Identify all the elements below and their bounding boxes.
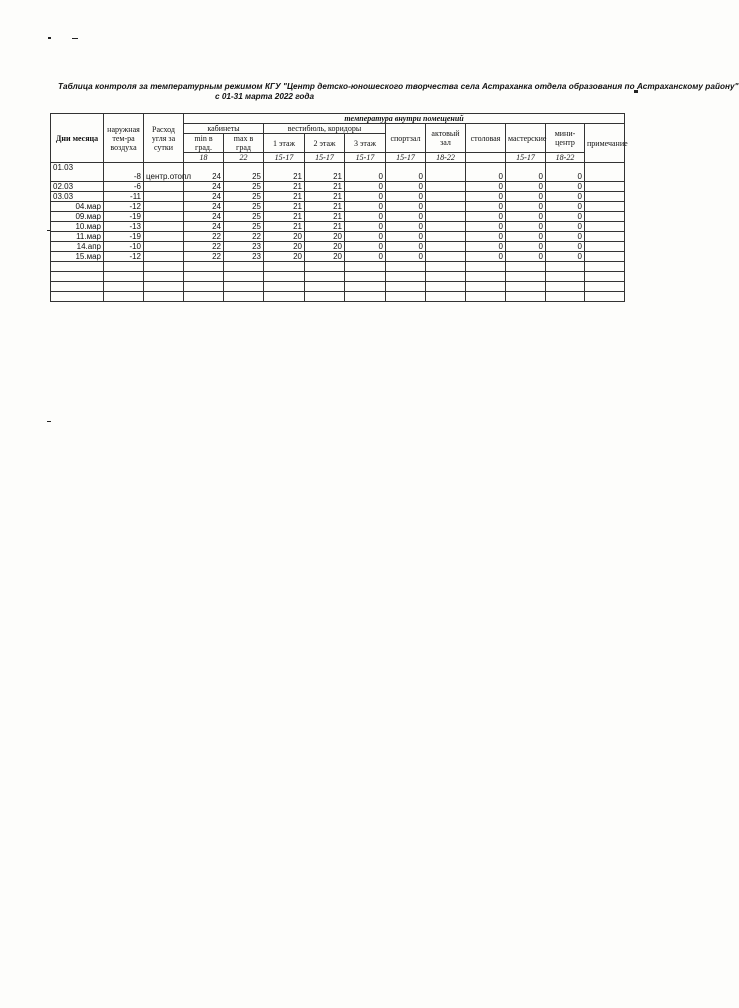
minicenter-cell: 0: [546, 212, 585, 222]
header-fuel: Расход угля за сутки: [144, 114, 184, 163]
cabinet-min-cell: 24: [184, 222, 224, 232]
floor3-cell: 0: [345, 222, 386, 232]
empty-cell: [506, 292, 546, 302]
hall-cell: [426, 163, 466, 182]
header-workshops: мастерские: [506, 124, 546, 153]
header-cabinets: кабинеты: [184, 124, 264, 134]
header-gym: спортзал: [386, 124, 426, 153]
norm-max: 22: [224, 153, 264, 163]
header-notes: примечание: [585, 124, 625, 163]
norm-floor1: 15-17: [264, 153, 305, 163]
note-cell: [585, 202, 625, 212]
empty-cell: [585, 292, 625, 302]
header-floor1: 1 этаж: [264, 134, 305, 153]
floor2-cell: 21: [305, 222, 345, 232]
minicenter-cell: 0: [546, 192, 585, 202]
floor1-cell: 21: [264, 202, 305, 212]
norm-workshops: 15-17: [506, 153, 546, 163]
empty-cell: [546, 282, 585, 292]
empty-cell: [506, 262, 546, 272]
header-minicenter: мини-центр: [546, 124, 585, 153]
empty-cell: [506, 272, 546, 282]
norm-gym: 15-17: [386, 153, 426, 163]
empty-cell: [144, 272, 184, 282]
cabinet-max-cell: 25: [224, 163, 264, 182]
fuel-cell: [144, 182, 184, 192]
header-floor2: 2 этаж: [305, 134, 345, 153]
table-row: [51, 242, 625, 252]
empty-cell: [184, 272, 224, 282]
cabinet-min-cell: 24: [184, 202, 224, 212]
hall-cell: [426, 212, 466, 222]
cabinet-min-cell: 24: [184, 182, 224, 192]
empty-cell: [426, 272, 466, 282]
canteen-cell: 0: [466, 222, 506, 232]
floor1-cell: 21: [264, 182, 305, 192]
workshops-cell: 0: [506, 252, 546, 262]
day-cell: 14.апр: [51, 242, 104, 252]
floor2-cell: 21: [305, 163, 345, 182]
header-hall: актовый зал: [426, 124, 466, 153]
day-cell: 01.03: [51, 163, 104, 182]
workshops-cell: 0: [506, 212, 546, 222]
header-vestibule: вестибюль, коридоры: [264, 124, 386, 134]
empty-cell: [466, 272, 506, 282]
temperature-control-table: [50, 113, 628, 302]
empty-cell: [224, 282, 264, 292]
empty-cell: [585, 262, 625, 272]
floor2-cell: 21: [305, 212, 345, 222]
cabinet-min-cell: 22: [184, 232, 224, 242]
canteen-cell: 0: [466, 192, 506, 202]
norm-min: 18: [184, 153, 224, 163]
workshops-cell: 0: [506, 222, 546, 232]
day-cell: 11.мар: [51, 232, 104, 242]
note-cell: [585, 212, 625, 222]
empty-cell: [264, 262, 305, 272]
empty-cell: [305, 262, 345, 272]
floor3-cell: 0: [345, 252, 386, 262]
empty-cell: [144, 282, 184, 292]
empty-cell: [345, 262, 386, 272]
empty-cell: [104, 292, 144, 302]
cabinet-max-cell: 23: [224, 252, 264, 262]
empty-cell: [345, 292, 386, 302]
note-cell: [585, 232, 625, 242]
outdoor-temp-cell: -12: [104, 252, 144, 262]
empty-cell: [104, 282, 144, 292]
empty-cell: [585, 282, 625, 292]
floor1-cell: 21: [264, 212, 305, 222]
header-canteen: столовая: [466, 124, 506, 153]
gym-cell: 0: [386, 163, 426, 182]
empty-cell: [506, 282, 546, 292]
table-row: [51, 252, 625, 262]
empty-table-row: [51, 282, 625, 292]
empty-cell: [104, 272, 144, 282]
canteen-cell: 0: [466, 202, 506, 212]
outdoor-temp-cell: -19: [104, 232, 144, 242]
cabinet-max-cell: 25: [224, 192, 264, 202]
outdoor-temp-cell: -6: [104, 182, 144, 192]
empty-cell: [305, 292, 345, 302]
fuel-cell: [144, 232, 184, 242]
empty-cell: [184, 292, 224, 302]
cabinet-max-cell: 25: [224, 182, 264, 192]
floor3-cell: 0: [345, 202, 386, 212]
day-cell: 15.мар: [51, 252, 104, 262]
table-row: [51, 222, 625, 232]
fuel-cell: [144, 202, 184, 212]
empty-cell: [305, 282, 345, 292]
empty-table-row: [51, 262, 625, 272]
empty-cell: [466, 262, 506, 272]
minicenter-cell: 0: [546, 182, 585, 192]
note-cell: [585, 242, 625, 252]
fuel-cell: центр.отопл: [144, 163, 184, 182]
norm-floor2: 15-17: [305, 153, 345, 163]
empty-cell: [386, 272, 426, 282]
note-cell: [585, 192, 625, 202]
scan-speck: [72, 38, 78, 39]
gym-cell: 0: [386, 212, 426, 222]
scan-speck: [47, 421, 51, 422]
fuel-cell: [144, 212, 184, 222]
cabinet-min-cell: 24: [184, 163, 224, 182]
cabinet-max-cell: 22: [224, 232, 264, 242]
workshops-cell: 0: [506, 192, 546, 202]
table-row: [51, 232, 625, 242]
empty-cell: [546, 292, 585, 302]
empty-cell: [51, 282, 104, 292]
empty-table-row: [51, 272, 625, 282]
floor1-cell: 21: [264, 163, 305, 182]
minicenter-cell: 0: [546, 232, 585, 242]
hall-cell: [426, 242, 466, 252]
minicenter-cell: 0: [546, 242, 585, 252]
floor2-cell: 20: [305, 232, 345, 242]
gym-cell: 0: [386, 202, 426, 212]
note-cell: [585, 182, 625, 192]
fuel-cell: [144, 222, 184, 232]
gym-cell: 0: [386, 222, 426, 232]
header-max: max в град: [224, 134, 264, 153]
floor3-cell: 0: [345, 242, 386, 252]
header-floor3: 3 этаж: [345, 134, 386, 153]
hall-cell: [426, 202, 466, 212]
norm-canteen: [466, 153, 506, 163]
cabinet-max-cell: 25: [224, 202, 264, 212]
workshops-cell: 0: [506, 242, 546, 252]
floor2-cell: 21: [305, 202, 345, 212]
empty-cell: [426, 282, 466, 292]
header-indoor-group: температура внутри помещений: [184, 114, 625, 124]
floor2-cell: 20: [305, 242, 345, 252]
table-row: [51, 192, 625, 202]
empty-cell: [546, 272, 585, 282]
note-cell: [585, 222, 625, 232]
minicenter-cell: 0: [546, 202, 585, 212]
canteen-cell: 0: [466, 163, 506, 182]
outdoor-temp-cell: -11: [104, 192, 144, 202]
day-cell: 03.03: [51, 192, 104, 202]
empty-cell: [305, 272, 345, 282]
day-cell: 09.мар: [51, 212, 104, 222]
floor1-cell: 20: [264, 242, 305, 252]
empty-cell: [466, 282, 506, 292]
outdoor-temp-cell: -10: [104, 242, 144, 252]
empty-cell: [386, 282, 426, 292]
empty-cell: [184, 282, 224, 292]
empty-cell: [51, 262, 104, 272]
norm-minicenter: 18-22: [546, 153, 585, 163]
outdoor-temp-cell: -8: [104, 163, 144, 182]
outdoor-temp-cell: -12: [104, 202, 144, 212]
minicenter-cell: 0: [546, 222, 585, 232]
day-cell: 10.мар: [51, 222, 104, 232]
floor3-cell: 0: [345, 212, 386, 222]
empty-cell: [345, 282, 386, 292]
table-row: [51, 212, 625, 222]
floor1-cell: 20: [264, 252, 305, 262]
fuel-cell: [144, 252, 184, 262]
outdoor-temp-cell: -19: [104, 212, 144, 222]
floor3-cell: 0: [345, 182, 386, 192]
canteen-cell: 0: [466, 252, 506, 262]
fuel-cell: [144, 242, 184, 252]
floor2-cell: 21: [305, 192, 345, 202]
empty-cell: [144, 292, 184, 302]
document-title: Таблица контроля за температурным режимом КГУ "Центр детско-юношеского творчества села Астраханка отдела образования по Астраханскому району": [58, 82, 739, 91]
gym-cell: 0: [386, 232, 426, 242]
hall-cell: [426, 192, 466, 202]
table-row: [51, 182, 625, 192]
gym-cell: 0: [386, 242, 426, 252]
note-cell: [585, 252, 625, 262]
document-subtitle: с 01-31 марта 2022 года: [215, 92, 315, 101]
workshops-cell: 0: [506, 202, 546, 212]
hall-cell: [426, 252, 466, 262]
norm-floor3: 15-17: [345, 153, 386, 163]
empty-cell: [386, 262, 426, 272]
empty-cell: [224, 272, 264, 282]
hall-cell: [426, 182, 466, 192]
day-cell: 02.03: [51, 182, 104, 192]
empty-cell: [466, 292, 506, 302]
outdoor-temp-cell: -13: [104, 222, 144, 232]
empty-cell: [144, 262, 184, 272]
floor3-cell: 0: [345, 232, 386, 242]
table-row: [51, 163, 625, 182]
header-outdoor: наружная тем-ра воздуха: [104, 114, 144, 163]
empty-cell: [585, 272, 625, 282]
header-day: Дни месяца: [51, 114, 104, 163]
floor3-cell: 0: [345, 192, 386, 202]
empty-cell: [426, 292, 466, 302]
workshops-cell: 0: [506, 232, 546, 242]
canteen-cell: 0: [466, 242, 506, 252]
minicenter-cell: 0: [546, 163, 585, 182]
cabinet-max-cell: 25: [224, 212, 264, 222]
table-row: [51, 202, 625, 212]
floor3-cell: 0: [345, 163, 386, 182]
cabinet-max-cell: 23: [224, 242, 264, 252]
canteen-cell: 0: [466, 182, 506, 192]
norm-hall: 18-22: [426, 153, 466, 163]
floor1-cell: 20: [264, 232, 305, 242]
empty-cell: [546, 262, 585, 272]
empty-cell: [264, 272, 305, 282]
empty-table-row: [51, 292, 625, 302]
empty-cell: [51, 292, 104, 302]
empty-cell: [386, 292, 426, 302]
workshops-cell: 0: [506, 182, 546, 192]
gym-cell: 0: [386, 182, 426, 192]
cabinet-min-cell: 24: [184, 212, 224, 222]
cabinet-min-cell: 22: [184, 242, 224, 252]
day-cell: 04.мар: [51, 202, 104, 212]
empty-cell: [224, 262, 264, 272]
gym-cell: 0: [386, 192, 426, 202]
canteen-cell: 0: [466, 232, 506, 242]
cabinet-max-cell: 25: [224, 222, 264, 232]
fuel-cell: [144, 192, 184, 202]
empty-cell: [104, 262, 144, 272]
gym-cell: 0: [386, 252, 426, 262]
floor2-cell: 20: [305, 252, 345, 262]
floor1-cell: 21: [264, 192, 305, 202]
empty-cell: [184, 262, 224, 272]
floor1-cell: 21: [264, 222, 305, 232]
floor2-cell: 21: [305, 182, 345, 192]
hall-cell: [426, 232, 466, 242]
empty-cell: [51, 272, 104, 282]
empty-cell: [345, 272, 386, 282]
hall-cell: [426, 222, 466, 232]
empty-cell: [426, 262, 466, 272]
header-min: min в град.: [184, 134, 224, 153]
cabinet-min-cell: 24: [184, 192, 224, 202]
empty-cell: [264, 282, 305, 292]
empty-cell: [224, 292, 264, 302]
scan-speck: [48, 37, 51, 39]
note-cell: [585, 163, 625, 182]
empty-cell: [264, 292, 305, 302]
minicenter-cell: 0: [546, 252, 585, 262]
canteen-cell: 0: [466, 212, 506, 222]
workshops-cell: 0: [506, 163, 546, 182]
cabinet-min-cell: 22: [184, 252, 224, 262]
